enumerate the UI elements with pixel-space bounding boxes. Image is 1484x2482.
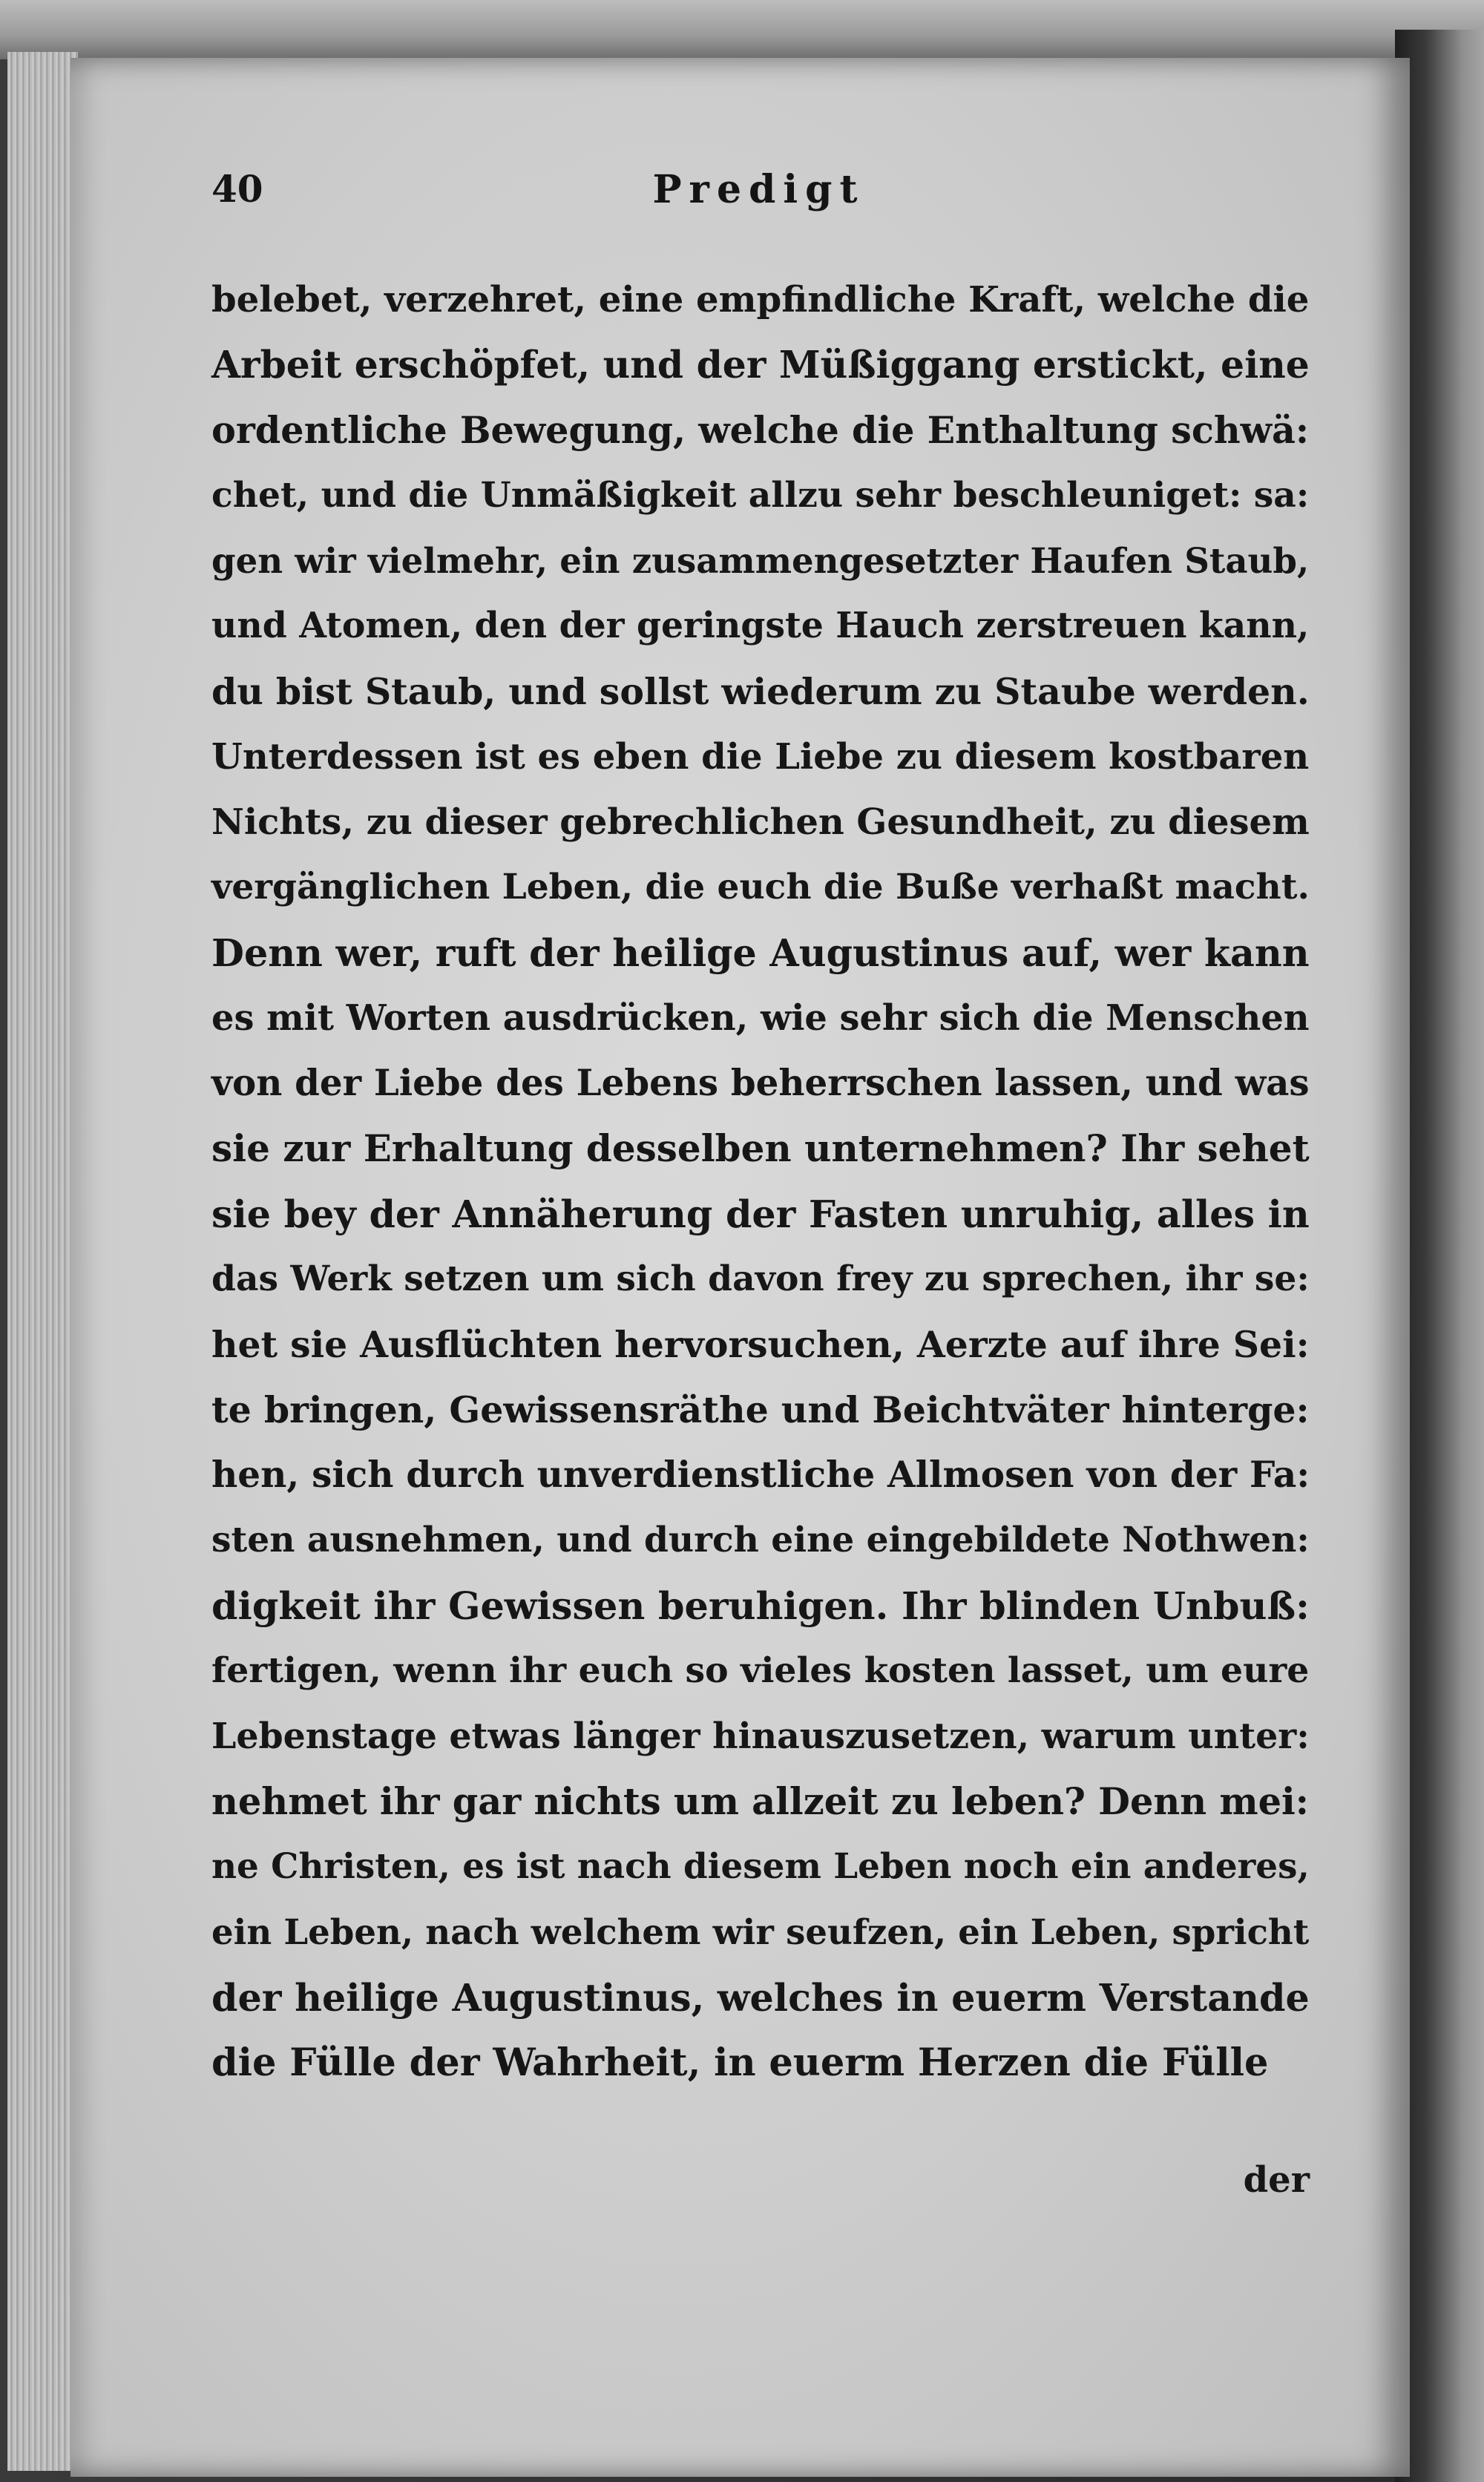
- text-line: das Werk setzen um sich davon frey zu sprechen, ihr se:: [211, 1258, 1310, 1299]
- page-stack-edge: [7, 52, 78, 2471]
- running-title: Predigt: [652, 167, 865, 212]
- text-line: Lebenstage etwas länger hinauszusetzen, warum unter:: [211, 1716, 1310, 1757]
- text-line: und Atomen, den der geringste Hauch zerstreuen kann,: [211, 605, 1310, 646]
- text-line: Nichts, zu dieser gebrechlichen Gesundheit, zu diesem: [211, 801, 1310, 843]
- text-line: sten ausnehmen, und durch eine eingebildete Nothwen:: [211, 1520, 1310, 1560]
- text-line: Arbeit erschöpfet, und der Müßiggang erstickt, eine: [211, 343, 1310, 387]
- text-line: ne Christen, es ist nach diesem Leben noch ein anderes,: [211, 1846, 1310, 1887]
- text-line: Unterdessen ist es eben die Liebe zu diesem kostbaren: [211, 736, 1310, 778]
- text-line: nehmet ihr gar nichts um allzeit zu leben? Denn mei:: [211, 1780, 1310, 1823]
- text-line: die Fülle der Wahrheit, in euerm Herzen die Fülle: [211, 2041, 1269, 2085]
- text-line: vergänglichen Leben, die euch die Buße verhaßt macht.: [211, 867, 1310, 907]
- text-line: belebet, verzehret, eine empfindliche Kraft, welche die: [211, 279, 1310, 321]
- text-line: hen, sich durch unverdienstliche Allmosen von der Fa:: [211, 1454, 1310, 1496]
- text-line: es mit Worten ausdrücken, wie sehr sich die Menschen: [211, 997, 1310, 1039]
- page-body-text: [211, 267, 1310, 2095]
- text-line: te bringen, Gewissensräthe und Beichtväter hinterge:: [211, 1388, 1310, 1431]
- text-line: sie bey der Annäherung der Fasten unruhig, alles in: [211, 1192, 1310, 1236]
- text-line: chet, und die Unmäßigkeit allzu sehr beschleuniget: sa:: [211, 475, 1310, 516]
- text-line: von der Liebe des Lebens beherrschen lassen, und was: [211, 1063, 1310, 1104]
- page-header: [211, 167, 1306, 226]
- catchword: der: [1243, 2159, 1310, 2201]
- text-line: ein Leben, nach welchem wir seufzen, ein Leben, spricht: [211, 1911, 1310, 1952]
- text-line: het sie Ausflüchten hervorsuchen, Aerzte auf ihre Sei:: [211, 1323, 1310, 1366]
- text-line: du bist Staub, und sollst wiederum zu Staube werden.: [211, 670, 1310, 713]
- text-line: sie zur Erhaltung desselben unternehmen? Ihr sehet: [211, 1126, 1310, 1170]
- text-line: der heilige Augustinus, welches in euerm Verstande: [211, 1975, 1310, 2020]
- page-top-edge: [0, 0, 1484, 59]
- text-line: gen wir vielmehr, ein zusammengesetzter Haufen Staub,: [211, 540, 1310, 581]
- text-line: fertigen, wenn ihr euch so vieles kosten lasset, um eure: [211, 1650, 1310, 1691]
- text-line: Denn wer, ruft der heilige Augustinus auf, wer kann: [211, 930, 1310, 975]
- text-line: digkeit ihr Gewissen beruhigen. Ihr blinden Unbuß:: [211, 1583, 1310, 1628]
- page-number: 40: [211, 167, 263, 211]
- text-line: ordentliche Bewegung, welche die Enthaltung schwä:: [211, 409, 1310, 452]
